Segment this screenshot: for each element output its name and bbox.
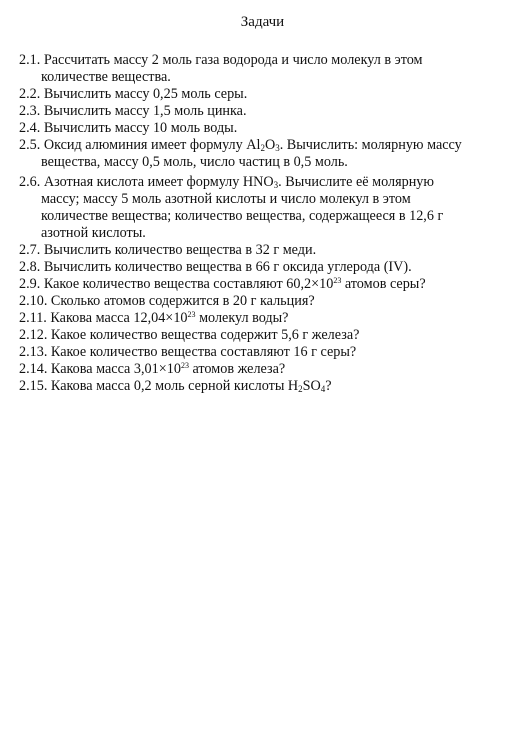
- task-number: 2.2.: [19, 86, 41, 102]
- task-number: 2.12.: [19, 327, 48, 343]
- task-2-11: [19, 310, 503, 327]
- superscript: 23: [180, 361, 189, 370]
- task-text: Какова масса 12,04×10: [50, 310, 188, 326]
- task-text: молекул воды?: [195, 310, 289, 326]
- task-2-14: [19, 361, 503, 378]
- task-text: Рассчитать массу 2 моль газа водорода и число молекул в этом: [43, 52, 423, 68]
- task-text: Вычислить массу 1,5 моль цинка.: [43, 103, 247, 119]
- task-text-continued: азотной кислоты.: [41, 225, 146, 241]
- task-text: Оксид алюминия имеет формулу Al: [43, 137, 261, 153]
- task-text: Вычислить количество вещества в 32 г меди.: [43, 242, 317, 258]
- task-text: Какова масса 0,2 моль серной кислоты H: [50, 378, 299, 394]
- task-text: Азотная кислота имеет формулу HNO: [43, 174, 274, 190]
- task-text-continued: количестве вещества; количество вещества, содержащееся в 12,6 г: [41, 208, 444, 224]
- task-text-continued: массу; массу 5 моль азотной кислоты и число молекул в этом: [41, 191, 411, 207]
- task-2-9: [19, 276, 503, 293]
- task-number: 2.15.: [19, 378, 48, 394]
- task-text: Вычислить массу 10 моль воды.: [43, 120, 238, 136]
- task-number: 2.8.: [19, 259, 41, 275]
- task-2-4: [19, 120, 503, 137]
- task-text: Какое количество вещества составляют 16 г серы?: [50, 344, 357, 360]
- page-title: Задачи: [240, 14, 285, 30]
- task-2-12: [19, 327, 503, 344]
- task-2-3: [19, 103, 503, 120]
- formula-part: O: [264, 137, 276, 153]
- task-text: ?: [325, 378, 332, 394]
- task-2-5: [19, 137, 503, 171]
- subscript: 3: [275, 143, 280, 153]
- task-text: Сколько атомов содержится в 20 г кальция?: [50, 293, 315, 309]
- task-text: Какова масса 3,01×10: [50, 361, 181, 377]
- task-2-7: [19, 242, 503, 259]
- task-number: 2.1.: [19, 52, 41, 68]
- task-text: Вычислить массу 0,25 моль серы.: [43, 86, 248, 102]
- task-2-2: [19, 86, 503, 103]
- task-text: Вычислить количество вещества в 66 г оксида углерода (IV).: [43, 259, 412, 275]
- task-text-continued: количестве вещества.: [41, 69, 171, 85]
- task-number: 2.4.: [19, 120, 41, 136]
- subscript: 3: [273, 180, 279, 190]
- task-2-1: [19, 52, 503, 86]
- task-number: 2.3.: [19, 103, 41, 119]
- task-text: атомов серы?: [341, 276, 426, 292]
- task-number: 2.14.: [19, 361, 48, 377]
- task-number: 2.7.: [19, 242, 41, 258]
- task-number: 2.9.: [19, 276, 41, 292]
- subscript: 4: [320, 384, 326, 394]
- task-line: [19, 52, 503, 69]
- task-2-8: [19, 259, 503, 276]
- task-number: 2.5.: [19, 137, 41, 153]
- formula-part: SO: [302, 378, 321, 394]
- task-2-6: [19, 174, 503, 242]
- task-text: Какое количество вещества содержит 5,6 г железа?: [50, 327, 360, 343]
- task-number: 2.10.: [19, 293, 48, 309]
- task-text-continued: вещества, массу 0,5 моль, число частиц в 0,5 моль.: [41, 154, 348, 170]
- task-text: Какое количество вещества составляют 60,2×10: [43, 276, 334, 292]
- task-number: 2.11.: [19, 310, 47, 326]
- task-line: [19, 174, 503, 191]
- task-2-15: [19, 378, 503, 395]
- task-text: . Вычислить: молярную массу: [279, 137, 462, 153]
- task-text: атомов железа?: [188, 361, 286, 377]
- superscript: 23: [187, 310, 196, 319]
- superscript: 23: [333, 276, 342, 285]
- task-number: 2.13.: [19, 344, 48, 360]
- task-number: 2.6.: [19, 174, 41, 190]
- subscript: 2: [260, 143, 265, 153]
- task-2-13: [19, 344, 503, 361]
- task-line: [19, 137, 503, 154]
- task-list: [19, 52, 503, 395]
- subscript: 2: [298, 384, 303, 394]
- task-text: . Вычислите её молярную: [278, 174, 434, 190]
- task-2-10: [19, 293, 503, 310]
